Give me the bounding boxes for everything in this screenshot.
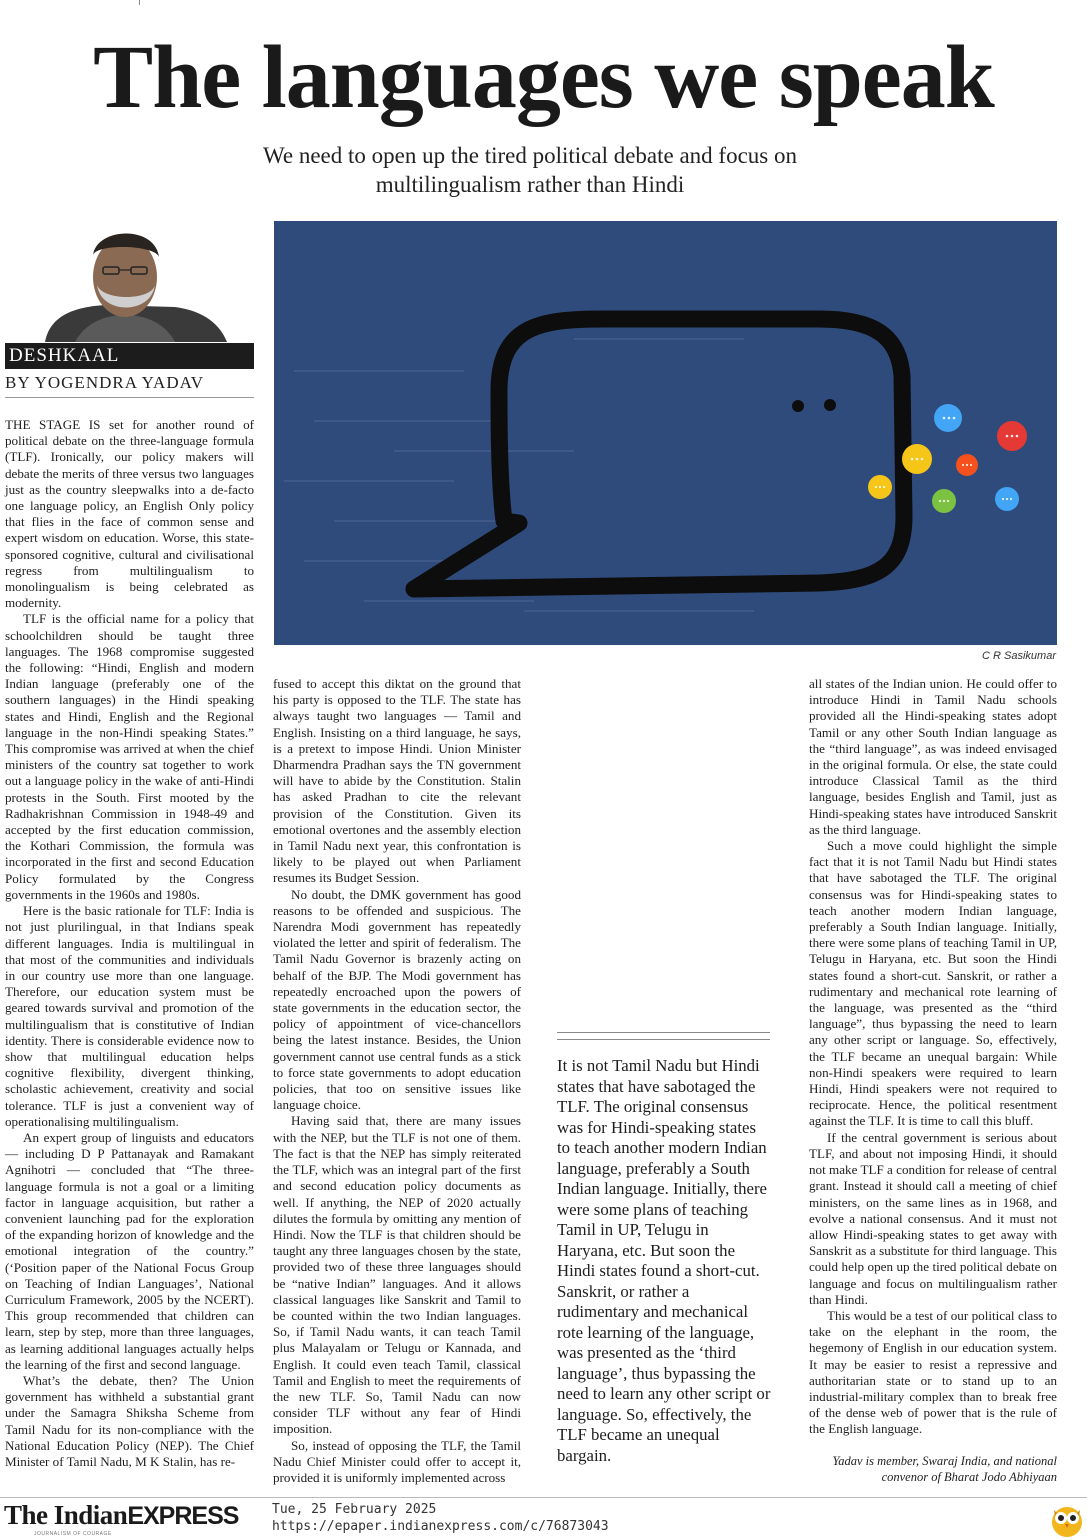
speech-bubble-illustration	[274, 221, 1057, 645]
edition-date: Tue, 25 February 2025	[272, 1502, 437, 1517]
paragraph: What’s the debate, then? The Union government has withheld a substantial grant under the Samagra Shiksha Scheme from Tamil Nadu for its non-compliance with the National Education Policy (NEP). The Chief Minister of Tamil Nadu, M K Stalin, has re-	[5, 1372, 254, 1469]
paragraph: So, instead of opposing the TLF, the Tamil Nadu Chief Minister could offer to accept it, provided it is uniformly implemented across	[273, 1437, 521, 1485]
pullquote-rule	[557, 1032, 770, 1040]
page-edge-tick	[139, 0, 140, 5]
logo-prefix: The Indian	[4, 1500, 128, 1530]
subheadline: We need to open up the tired political debate and focus on multilingualism rather than Hindi	[263, 143, 797, 197]
footer-rule	[0, 1497, 1087, 1498]
logo-brand: EXPRESS	[127, 1502, 239, 1530]
logo-tagline: JOURNALISM OF COURAGE	[34, 1531, 112, 1537]
author-bio: Yadav is member, Swaraj India, and national convenor of Bharat Jodo Abhiyaan	[832, 1454, 1057, 1484]
headline: The languages we speak	[93, 28, 994, 127]
author-photo	[5, 215, 254, 342]
pullquote: It is not Tamil Nadu but Hindi states that have sabotaged the TLF. The original consensus was for Hindi-speaking states to teach another modern Indian language, preferably a South Indian language. Initially, there were some plans of teaching Tamil in UP, Telugu in Haryana, etc. But soon the Hindi states found a short-cut. Sanskrit, or rather a rudimentary and mechanical rote learning of the language, was presented as the ‘third language’, thus bypassing the need to learn any other script or language. So, effectively, the TLF became an unequal bargain.	[557, 1056, 771, 1465]
paragraph: fused to accept this diktat on the ground that his party is opposed to the TLF. The state has always taught two languages — Tamil and English. Insisting on a third language, he says, is a pretext to impose Hindi. Union Minister Dharmendra Pradhan says the TN government will have to abide by the Constitution. Stalin has asked Pradhan to cite the relevant provision of the Constitution. Given its emotional overtones and the assembly election in Tamil Nadu next year, this confrontation is likely to be played out when Parliament resumes its Budget Session.	[273, 676, 521, 886]
paragraph: TLF is the official name for a policy that schoolchildren should be taught three languages. The 1968 compromise suggested the following: “Hindi, English and modern Indian language (preferably one of the southern languages) in the Hindi speaking states and Hindi, English and the Regional language in the non-Hindi speaking States.” This compromise was arrived at when the chief ministers of the country sat together to work out a language policy in the wake of anti-Hindi protests in the South. First mooted by the Radhakrishnan Commission in 1948-49 and accepted by the first education commission, the Kothari Commission, the formula was incorporated in the first and second Education Policy formulated by the Congress governments in the 1960s and 1980s.	[5, 611, 254, 902]
paragraph: Having said that, there are many issues with the NEP, but the TLF is not one of them. The fact is that the NEP has simply reiterated the TLF, which was an integral part of the first and second education policy documents as well. If anything, the NEP of 2020 actually dilutes the formula by omitting any mention of Hindi. Now the TLF is that children should be taught any three languages chosen by the state, provided two of these three languages should be “native Indian” languages. And it allows classical languages like Sanskrit and Tamil to be counted within the two Indian languages. So, if Tamil Nadu wants, it can teach Tamil plus Malayalam or Telugu or Kannada, and English. It could even teach Tamil, classical Tamil and English to meet the requirements of the new TLF. So, Tamil Nadu can now consider TLF without any fear of Hindi imposition.	[273, 1113, 521, 1437]
owl-icon[interactable]	[1049, 1500, 1085, 1538]
indian-express-logo[interactable]	[4, 1500, 260, 1538]
paragraph: all states of the Indian union. He could offer to introduce Hindi in Tamil Nadu schools provided all the Hindi-speaking states adopt Tamil or any other South Indian language as the “third language”, as was indeed envisaged in the original formula. Or else, the state could introduce Classical Tamil as the third language, besides English and Tamil, just as Hindi-speaking states have introduced Sanskrit as the third language.	[809, 676, 1057, 837]
byline: BY YOGENDRA YADAV	[5, 373, 254, 398]
footer-meta	[272, 1501, 609, 1535]
column-name: DESHKAAL	[5, 343, 254, 369]
paragraph: If the central government is serious about TLF, and about not imposing Hindi, it should not make TLF a condition for release of central grant. Instead it should call a meeting of chief ministers, on the same lines as in 1968, and evolve a national consensus. And it must not allow Hindi-speaking states to get away with Sanskrit as a substitute for third language. This could help open up the tired political debate on language and focus on multilingualism rather than Hindi.	[809, 1129, 1057, 1307]
paragraph: Such a move could highlight the simple fact that it is not Tamil Nadu but Hindi states that have sabotaged the TLF. The original consensus was for Hindi-speaking states to teach another modern Indian language, preferably a South Indian language. Initially, there were some plans of teaching Tamil in UP, Telugu in Haryana, etc. But soon the Hindi states found a short-cut. Sanskrit, or rather a rudimentary and mechanical rote learning of the language, was presented as the “third language”, thus bypassing the need to learn any other script or language. So, effectively, the TLF became an unequal bargain: While non-Hindi speakers were required to learn Hindi, Hindi speakers were not required to reciprocate. Hence, the political resentment against the TLF. It is time to call this bluff.	[809, 838, 1057, 1129]
paragraph: This would be a test of our political class to take on the elephant in the room, the hegemony of English in our education system. It may be easier to resist a repressive and authoritarian state or to stand up to an industrial-military complex than to break free of the dense web of power that is the rule of the English language.	[809, 1307, 1057, 1437]
paragraph: THE STAGE IS set for another round of political debate on the three-language formula (TLF). Ironically, our policy makers will debate the merits of three versus two languages just as the country sleepwalks into a de-facto one language policy, an English Only policy that flies in the face of common sense and expert wisdom on education. Worse, this state-sponsored cognitive, cultural and civilisational regress from multilingualism to monolingualism is being celebrated as modernity.	[5, 417, 254, 611]
epaper-url[interactable]: https://epaper.indianexpress.com/c/76873043	[272, 1519, 609, 1534]
paragraph: An expert group of linguists and educators — including D P Pattanayak and Ramakant Agnihotri — concluded that “The three-language formula is not a goal or a limiting factor in language acquisition, but rather a convenient launching pad for the exploration of the expanding horizon of knowledge and the emotional integration of the country.” (‘Position paper of the National Focus Group on Teaching of Indian Languages’, National Curriculum Framework, 2005 by the NCERT). This group recommended that children can learn, step by step, more than three languages, as learning additional languages actually helps the learning of the first and second language.	[5, 1129, 254, 1372]
article-column-4	[809, 676, 1057, 1438]
article-column-1	[5, 417, 254, 1470]
article-column-2	[273, 676, 521, 1486]
illustration-credit: C R Sasikumar	[982, 650, 1056, 662]
paragraph: Here is the basic rationale for TLF: India is not just plurilingual, in that Indians speak different languages. India is multilingual in that most of the communities and individuals in our country use more than one language. Therefore, our education system must be geared towards survival and promotion of the multilingualism that is constitutive of Indian identity. There is considerable evidence now to show that multilingual education helps cognitive flexibility, divergent thinking, scholastic achievement, creativity and social tolerance. TLF is just a convenient way of operationalising multilingualism.	[5, 903, 254, 1129]
paragraph: No doubt, the DMK government has good reasons to be offended and suspicious. The Narendra Modi government has repeatedly violated the letter and spirit of federalism. The Tamil Nadu Governor is brazenly acting on behalf of the BJP. The Modi government has repeatedly encroached upon the powers of state governments in the education sector, the policy of appointment of vice-chancellors being the latest instance. Besides, the Union government cannot use central funds as a stick to force state governments to adopt education policies, that too on sensitive issues like language choice.	[273, 886, 521, 1113]
